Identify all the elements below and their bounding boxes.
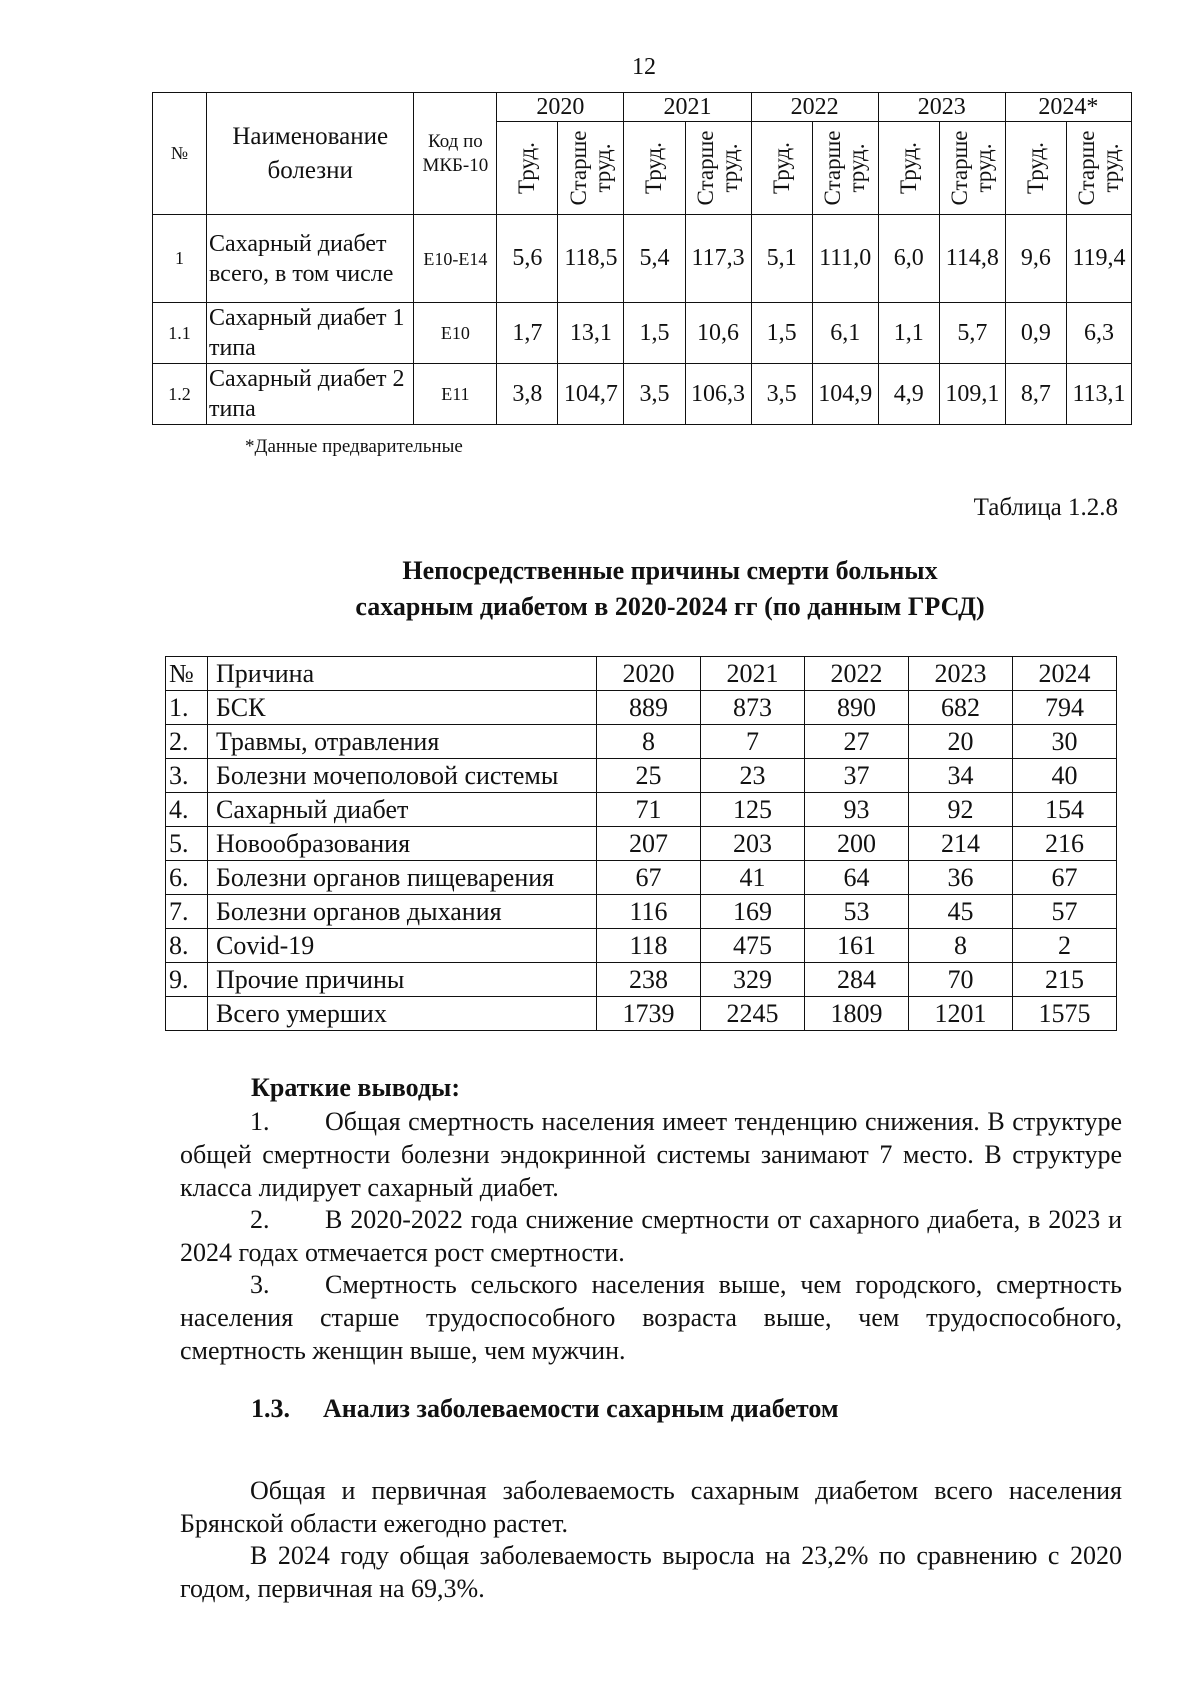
table1-subheader-work: Труд. xyxy=(1005,122,1066,215)
value-cell: 40 xyxy=(1013,759,1117,793)
icd-code: E10 xyxy=(414,303,497,364)
table-row xyxy=(166,895,1117,929)
value-cell: 64 xyxy=(805,861,909,895)
value-cell: 1809 xyxy=(805,997,909,1031)
conclusion-text: В 2020-2022 года снижение смертности от сахарного диабета, в 2023 и 2024 годах отмечается рост смертности. xyxy=(180,1205,1122,1267)
table1-header-year: 2022 xyxy=(751,93,878,122)
table-row xyxy=(153,364,1132,425)
table1-footnote: *Данные предварительные xyxy=(245,436,463,457)
value-cell: 113,1 xyxy=(1066,364,1131,425)
row-number: 8. xyxy=(166,929,208,963)
table1-subheader-older: Старше труд. xyxy=(939,122,1005,215)
table-row xyxy=(166,725,1117,759)
death-causes-table xyxy=(165,656,1117,1031)
row-number: 1.1 xyxy=(153,303,207,364)
body-paragraph xyxy=(180,1474,1122,1540)
header-cause: Причина xyxy=(208,657,597,691)
table1-header-year: 2023 xyxy=(878,93,1005,122)
disease-name: Сахарный диабет 2 типа xyxy=(206,364,414,425)
section-title: Анализ заболеваемости сахарным диабетом xyxy=(323,1394,839,1423)
body-paragraph xyxy=(180,1539,1122,1605)
value-cell: 13,1 xyxy=(558,303,624,364)
row-number: 1 xyxy=(153,215,207,303)
value-cell: 114,8 xyxy=(939,215,1005,303)
value-cell: 9,6 xyxy=(1005,215,1066,303)
row-number: 6. xyxy=(166,861,208,895)
conclusion-item xyxy=(180,1268,1122,1367)
value-cell: 2245 xyxy=(701,997,805,1031)
row-number: 5. xyxy=(166,827,208,861)
value-cell: 30 xyxy=(1013,725,1117,759)
value-cell: 7 xyxy=(701,725,805,759)
cause-name: Новообразования xyxy=(208,827,597,861)
value-cell: 5,4 xyxy=(624,215,685,303)
value-cell: 117,3 xyxy=(685,215,751,303)
cause-name: Болезни органов пищеварения xyxy=(208,861,597,895)
table1-subheader-work: Труд. xyxy=(497,122,558,215)
value-cell: 6,3 xyxy=(1066,303,1131,364)
conclusion-text: Смертность сельского населения выше, чем городского, смертность населения старше трудоспособного возраста выше, чем трудоспособного, смертность женщин выше, чем мужчин. xyxy=(180,1270,1122,1365)
value-cell: 1,7 xyxy=(497,303,558,364)
section-heading xyxy=(251,1394,839,1424)
cause-name: Болезни мочеполовой системы xyxy=(208,759,597,793)
value-cell: 106,3 xyxy=(685,364,751,425)
value-cell: 70 xyxy=(909,963,1013,997)
table1-header-year: 2020 xyxy=(497,93,624,122)
diabetes-mortality-table xyxy=(152,92,1132,425)
value-cell: 1575 xyxy=(1013,997,1117,1031)
value-cell: 10,6 xyxy=(685,303,751,364)
value-cell: 104,9 xyxy=(812,364,878,425)
value-cell: 109,1 xyxy=(939,364,1005,425)
value-cell: 25 xyxy=(597,759,701,793)
table1-subheader-work: Труд. xyxy=(624,122,685,215)
value-cell: 1,1 xyxy=(878,303,939,364)
value-cell: 284 xyxy=(805,963,909,997)
value-cell: 34 xyxy=(909,759,1013,793)
value-cell: 5,7 xyxy=(939,303,1005,364)
value-cell: 1201 xyxy=(909,997,1013,1031)
cause-name: БСК xyxy=(208,691,597,725)
table-row xyxy=(166,963,1117,997)
value-cell: 794 xyxy=(1013,691,1117,725)
conclusions-heading: Краткие выводы: xyxy=(251,1073,460,1102)
cause-name: Всего умерших xyxy=(208,997,597,1031)
value-cell: 169 xyxy=(701,895,805,929)
table1-header-name: Наименование болезни xyxy=(206,93,414,215)
table1-subheader-older: Старше труд. xyxy=(812,122,878,215)
conclusion-text: Общая смертность населения имеет тенденцию снижения. В структуре общей смертности болезни эндокринной системы занимают 7 место. В структуре класса лидирует сахарный диабет. xyxy=(180,1107,1122,1202)
value-cell: 92 xyxy=(909,793,1013,827)
value-cell: 6,1 xyxy=(812,303,878,364)
value-cell: 119,4 xyxy=(1066,215,1131,303)
value-cell: 8 xyxy=(909,929,1013,963)
value-cell: 238 xyxy=(597,963,701,997)
table1-header-code: Код по МКБ-10 xyxy=(414,93,497,215)
cause-name: Covid-19 xyxy=(208,929,597,963)
value-cell: 104,7 xyxy=(558,364,624,425)
value-cell: 3,8 xyxy=(497,364,558,425)
row-number: 2. xyxy=(166,725,208,759)
conclusion-number: 2. xyxy=(250,1205,270,1234)
value-cell: 20 xyxy=(909,725,1013,759)
row-number: 1.2 xyxy=(153,364,207,425)
conclusion-number: 1. xyxy=(250,1107,270,1136)
value-cell: 53 xyxy=(805,895,909,929)
value-cell: 215 xyxy=(1013,963,1117,997)
table-row xyxy=(153,303,1132,364)
header-year: 2020 xyxy=(597,657,701,691)
value-cell: 154 xyxy=(1013,793,1117,827)
value-cell: 5,6 xyxy=(497,215,558,303)
cause-name: Болезни органов дыхания xyxy=(208,895,597,929)
table1-header-year: 2024* xyxy=(1005,93,1131,122)
value-cell: 3,5 xyxy=(751,364,812,425)
value-cell: 682 xyxy=(909,691,1013,725)
value-cell: 1,5 xyxy=(624,303,685,364)
table-label: Таблица 1.2.8 xyxy=(973,494,1118,521)
value-cell: 45 xyxy=(909,895,1013,929)
value-cell: 161 xyxy=(805,929,909,963)
table-row xyxy=(166,759,1117,793)
table-row xyxy=(153,215,1132,303)
value-cell: 23 xyxy=(701,759,805,793)
header-no: № xyxy=(166,657,208,691)
value-cell: 41 xyxy=(701,861,805,895)
value-cell: 125 xyxy=(701,793,805,827)
table-row xyxy=(166,861,1117,895)
value-cell: 214 xyxy=(909,827,1013,861)
header-year: 2021 xyxy=(701,657,805,691)
value-cell: 118,5 xyxy=(558,215,624,303)
value-cell: 5,1 xyxy=(751,215,812,303)
table1-subheader-work: Труд. xyxy=(751,122,812,215)
icd-code: E10-E14 xyxy=(414,215,497,303)
value-cell: 0,9 xyxy=(1005,303,1066,364)
value-cell: 71 xyxy=(597,793,701,827)
table-total-row xyxy=(166,997,1117,1031)
cause-name: Прочие причины xyxy=(208,963,597,997)
table1-header-year: 2021 xyxy=(624,93,751,122)
cause-name: Сахарный диабет xyxy=(208,793,597,827)
value-cell: 3,5 xyxy=(624,364,685,425)
header-year: 2024 xyxy=(1013,657,1117,691)
row-number: 7. xyxy=(166,895,208,929)
value-cell: 57 xyxy=(1013,895,1117,929)
conclusion-number: 3. xyxy=(250,1270,270,1299)
header-year: 2022 xyxy=(805,657,909,691)
conclusion-item xyxy=(180,1105,1122,1204)
header-year: 2023 xyxy=(909,657,1013,691)
disease-name: Сахарный диабет всего, в том числе xyxy=(206,215,414,303)
table-title xyxy=(0,553,1200,625)
value-cell: 200 xyxy=(805,827,909,861)
paragraph-text: В 2024 году общая заболеваемость выросла на 23,2% по сравнению с 2020 годом, первичная на 69,3%. xyxy=(180,1541,1122,1603)
value-cell: 37 xyxy=(805,759,909,793)
table1-subheader-older: Старше труд. xyxy=(685,122,751,215)
value-cell: 890 xyxy=(805,691,909,725)
row-number: 9. xyxy=(166,963,208,997)
table-row xyxy=(166,793,1117,827)
table-title-line: сахарным диабетом в 2020-2024 гг (по данным ГРСД) xyxy=(355,592,985,621)
row-number: 4. xyxy=(166,793,208,827)
value-cell: 118 xyxy=(597,929,701,963)
table1-subheader-older: Старше труд. xyxy=(1066,122,1131,215)
value-cell: 4,9 xyxy=(878,364,939,425)
value-cell: 203 xyxy=(701,827,805,861)
row-number: 1. xyxy=(166,691,208,725)
table1-subheader-work: Труд. xyxy=(878,122,939,215)
conclusion-item xyxy=(180,1203,1122,1269)
section-number: 1.3. xyxy=(251,1394,290,1423)
value-cell: 873 xyxy=(701,691,805,725)
value-cell: 889 xyxy=(597,691,701,725)
value-cell: 27 xyxy=(805,725,909,759)
row-number xyxy=(166,997,208,1031)
cause-name: Травмы, отравления xyxy=(208,725,597,759)
value-cell: 116 xyxy=(597,895,701,929)
value-cell: 67 xyxy=(1013,861,1117,895)
page-number: 12 xyxy=(632,54,656,80)
disease-name: Сахарный диабет 1 типа xyxy=(206,303,414,364)
value-cell: 1,5 xyxy=(751,303,812,364)
row-number: 3. xyxy=(166,759,208,793)
value-cell: 36 xyxy=(909,861,1013,895)
icd-code: E11 xyxy=(414,364,497,425)
table1-subheader-older: Старше труд. xyxy=(558,122,624,215)
value-cell: 67 xyxy=(597,861,701,895)
table-row xyxy=(166,929,1117,963)
value-cell: 93 xyxy=(805,793,909,827)
value-cell: 1739 xyxy=(597,997,701,1031)
value-cell: 8,7 xyxy=(1005,364,1066,425)
table-row xyxy=(166,827,1117,861)
value-cell: 2 xyxy=(1013,929,1117,963)
paragraph-text: Общая и первичная заболеваемость сахарным диабетом всего населения Брянской области ежегодно растет. xyxy=(180,1476,1122,1538)
table-header-row xyxy=(166,657,1117,691)
table-row xyxy=(166,691,1117,725)
value-cell: 6,0 xyxy=(878,215,939,303)
value-cell: 329 xyxy=(701,963,805,997)
table1-header-no: № xyxy=(153,93,207,215)
table-title-line: Непосредственные причины смерти больных xyxy=(402,556,938,585)
value-cell: 216 xyxy=(1013,827,1117,861)
value-cell: 207 xyxy=(597,827,701,861)
value-cell: 111,0 xyxy=(812,215,878,303)
value-cell: 8 xyxy=(597,725,701,759)
value-cell: 475 xyxy=(701,929,805,963)
